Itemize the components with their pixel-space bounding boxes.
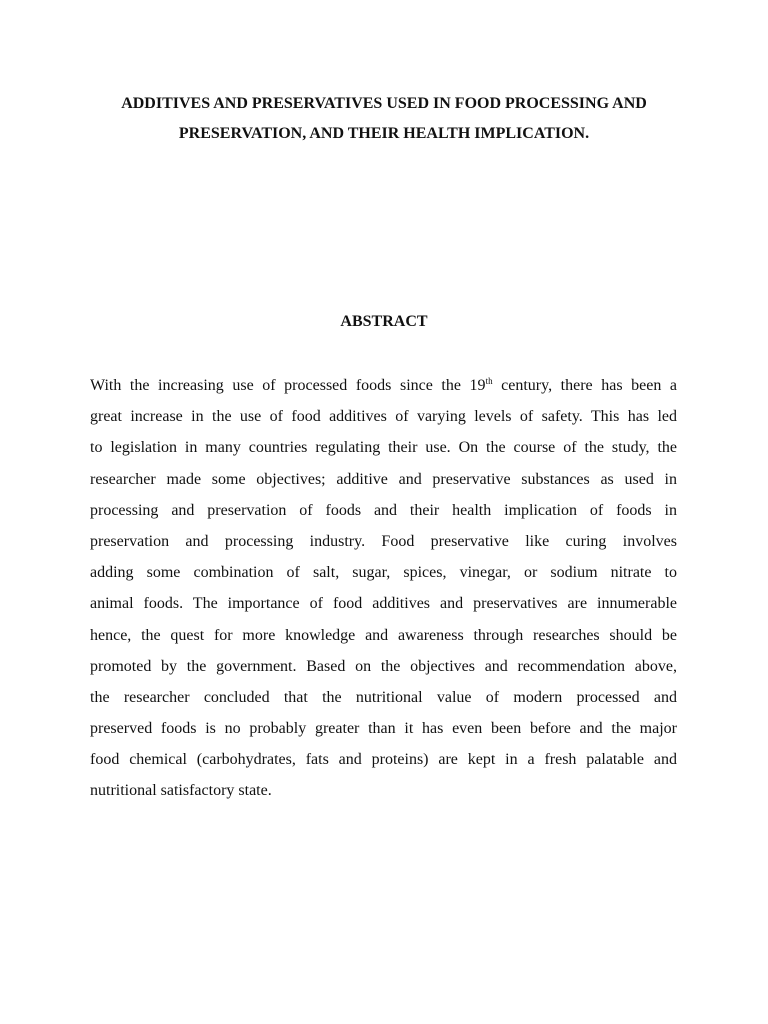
abstract-line-1-before: With the increasing use of processed foods since the 19	[90, 377, 486, 394]
document-title	[80, 89, 688, 149]
abstract-line-1	[90, 370, 677, 401]
abstract-line: adding some combination of salt, sugar, spices, vinegar, or sodium nitrate to	[90, 564, 677, 582]
abstract-line: food chemical (carbohydrates, fats and proteins) are kept in a fresh palatable and	[90, 751, 677, 769]
abstract-line: preservation and processing industry. Food preservative like curing involves	[90, 532, 677, 550]
abstract-line: hence, the quest for more knowledge and awareness through researches should be	[90, 626, 677, 644]
abstract-line: promoted by the government. Based on the objectives and recommendation above,	[90, 657, 677, 675]
abstract-line: processing and preservation of foods and their health implication of foods in	[90, 501, 677, 519]
abstract-line: animal foods. The importance of food additives and preservatives are innumerable	[90, 595, 677, 613]
abstract-line: the researcher concluded that the nutritional value of modern processed and	[90, 688, 677, 706]
abstract-heading: ABSTRACT	[340, 313, 428, 330]
abstract-line: preserved foods is no probably greater than it has even been before and the major	[90, 720, 677, 738]
abstract-line: researcher made some objectives; additive and preservative substances as used in	[90, 470, 677, 488]
title-line-2: PRESERVATION, AND THEIR HEALTH IMPLICATION.	[178, 125, 590, 142]
abstract-line: nutritional satisfactory state.	[90, 782, 272, 800]
ordinal-superscript: th	[485, 376, 493, 386]
abstract-line: great increase in the use of food additives of varying levels of safety. This has led	[90, 408, 677, 426]
abstract-line: to legislation in many countries regulating their use. On the course of the study, the	[90, 439, 677, 457]
abstract-paragraph	[90, 370, 677, 807]
abstract-line-1-after: century, there has been a	[492, 377, 678, 394]
title-line-1: ADDITIVES AND PRESERVATIVES USED IN FOOD PROCESSING AND	[121, 95, 647, 112]
